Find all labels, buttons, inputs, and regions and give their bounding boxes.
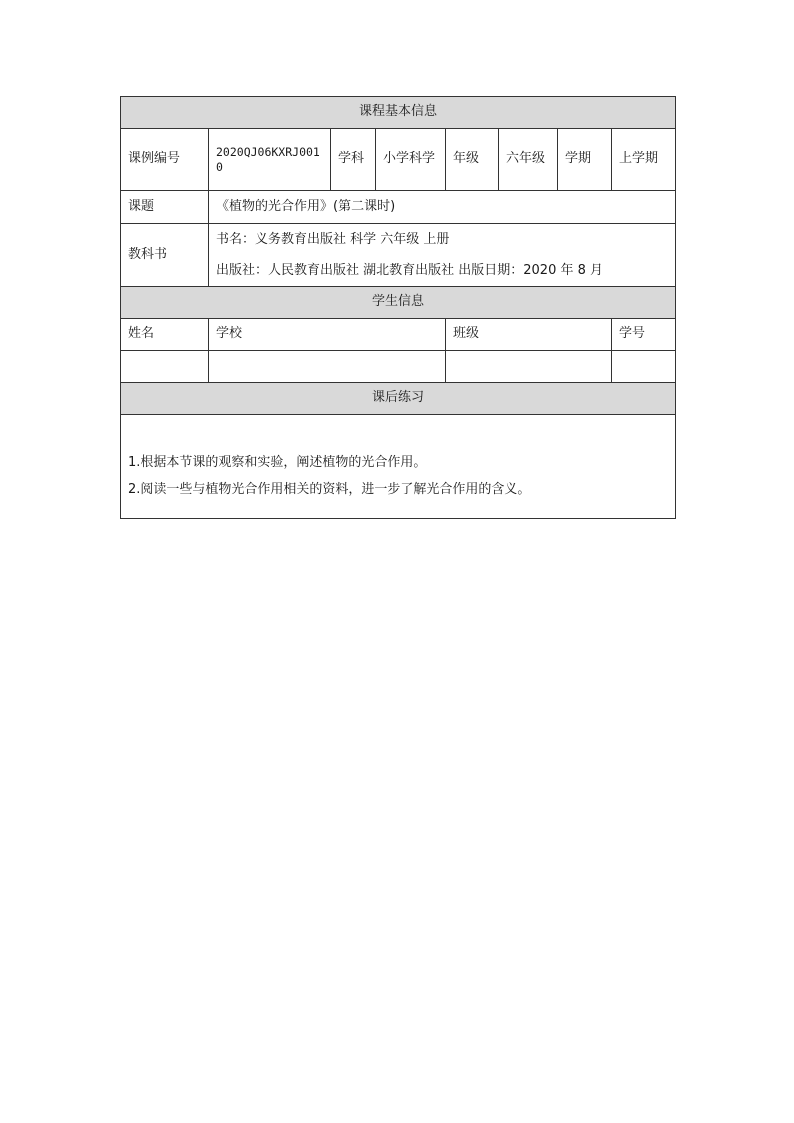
student-info-header-row [121, 287, 676, 319]
grade-value: 六年级 [499, 129, 558, 191]
exercise-item-2: 2.阅读一些与植物光合作用相关的资料，进一步了解光合作用的含义。 [128, 481, 531, 497]
term-label: 学期 [558, 129, 612, 191]
exercise-header-row [121, 383, 676, 415]
course-table [120, 96, 676, 519]
student-no-cell[interactable] [612, 351, 676, 383]
textbook-row [121, 224, 676, 287]
grade-label: 年级 [446, 129, 499, 191]
student-class-label: 班级 [446, 319, 612, 351]
subject-value: 小学科学 [376, 129, 446, 191]
course-meta-row [121, 129, 676, 191]
topic-value: 《植物的光合作用》(第二课时) [209, 191, 676, 224]
student-name-label: 姓名 [121, 319, 209, 351]
term-value: 上学期 [612, 129, 676, 191]
topic-label: 课题 [121, 191, 209, 224]
course-info-header-row [121, 97, 676, 129]
student-input-row [121, 351, 676, 383]
student-info-header: 学生信息 [121, 287, 676, 319]
exercise-row [121, 415, 676, 519]
exercise-content [121, 415, 676, 519]
exercise-header: 课后练习 [121, 383, 676, 415]
student-class-cell[interactable] [446, 351, 612, 383]
student-columns-row [121, 319, 676, 351]
textbook-publisher-line: 出版社：人民教育出版社 湖北教育出版社 出版日期：2020 年 8 月 [216, 263, 604, 278]
textbook-value [209, 224, 676, 287]
student-school-cell[interactable] [209, 351, 446, 383]
case-no-value: 2020QJ06KXRJ0010 [209, 129, 331, 191]
textbook-label: 教科书 [121, 224, 209, 287]
exercise-list [128, 431, 668, 503]
textbook-name-line: 书名：义务教育出版社 科学 六年级 上册 [216, 232, 450, 247]
case-no-label: 课例编号 [121, 129, 209, 191]
student-school-label: 学校 [209, 319, 446, 351]
topic-row [121, 191, 676, 224]
subject-label: 学科 [331, 129, 376, 191]
course-info-header: 课程基本信息 [121, 97, 676, 129]
student-name-cell[interactable] [121, 351, 209, 383]
exercise-item-1: 1.根据本节课的观察和实验，阐述植物的光合作用。 [128, 454, 427, 470]
student-no-label: 学号 [612, 319, 676, 351]
